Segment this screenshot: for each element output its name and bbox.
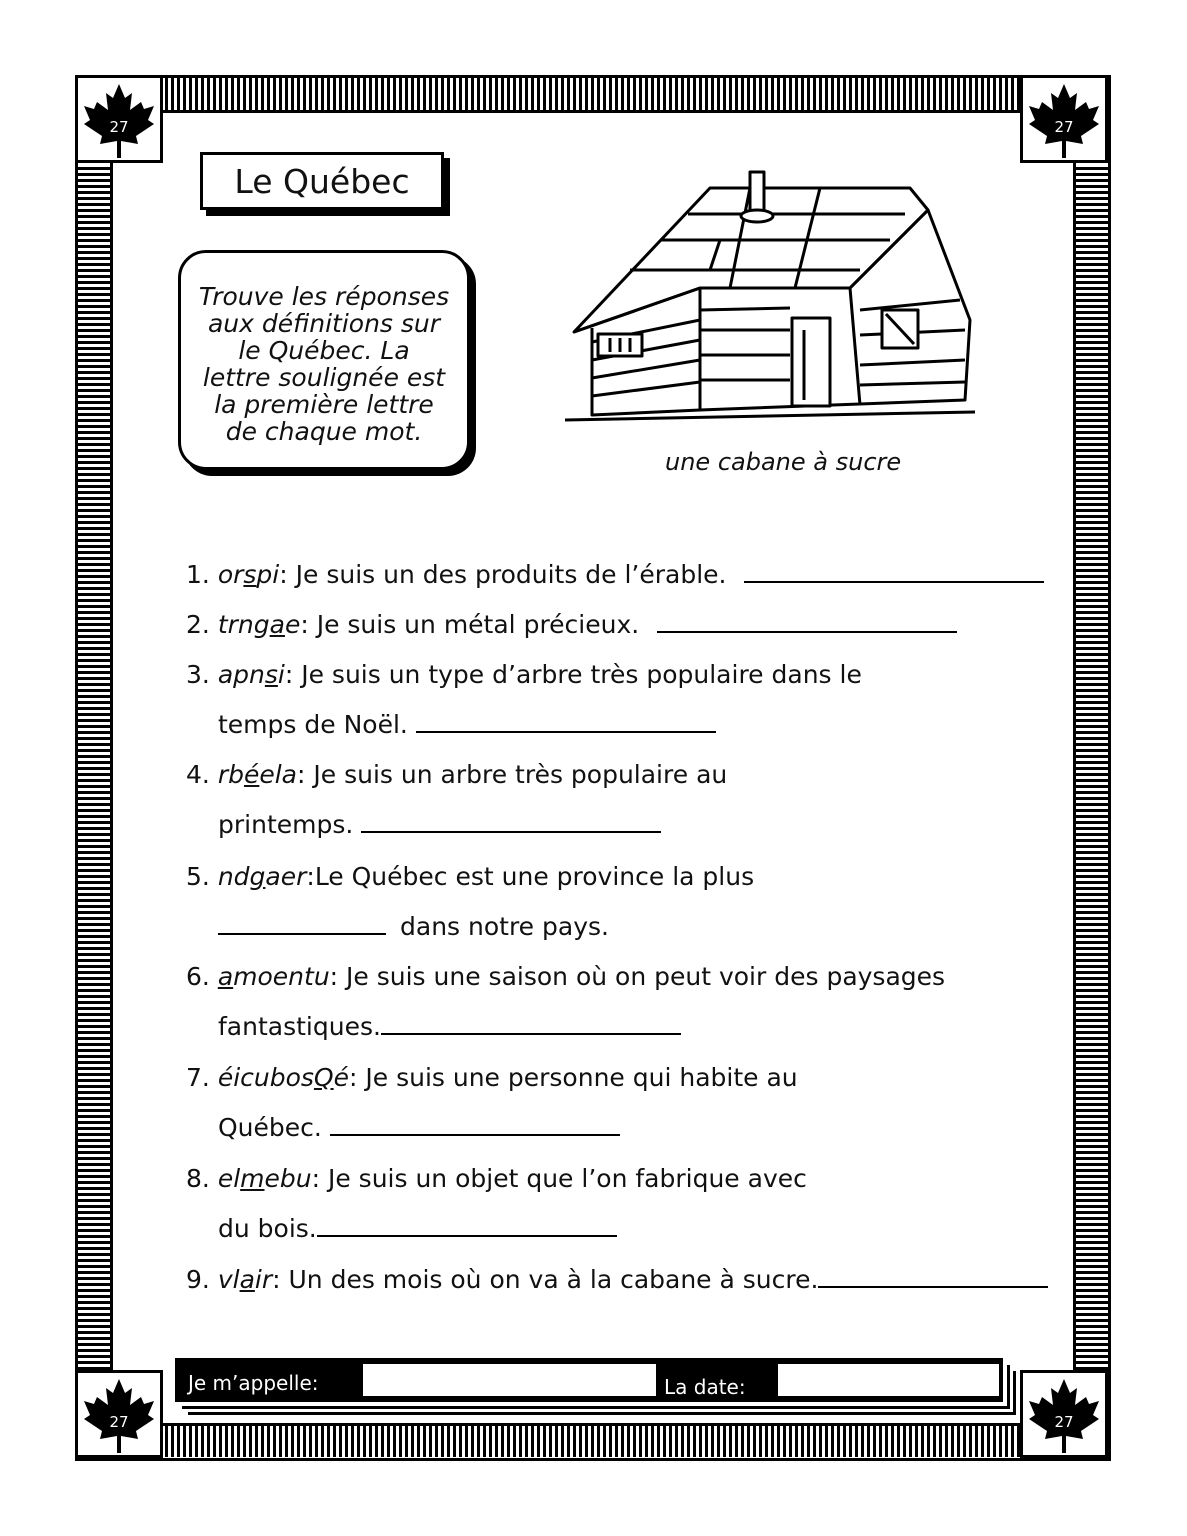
bottom-border-stripes <box>165 1425 1021 1457</box>
answer-line[interactable] <box>317 1234 617 1237</box>
question-6: 6. amoentu: Je suis une saison où on peut voir des paysages fantastiques. <box>186 962 946 1041</box>
sugar-shack-illustration <box>560 170 980 430</box>
instruction-line: de chaque mot. <box>225 417 423 446</box>
question-1: 1. orspi: Je suis un des produits de l’érable. <box>186 560 1044 589</box>
instruction-line: aux définitions sur <box>207 309 441 338</box>
instructions-box <box>178 250 470 470</box>
page-number: 27 <box>109 1413 129 1431</box>
instruction-line: Trouve les réponses <box>198 282 450 311</box>
question-4: 4. rbéela: Je suis un arbre très populaire au printemps. <box>186 760 728 839</box>
name-label: Je m’appelle: <box>188 1371 319 1395</box>
name-field[interactable] <box>363 1364 656 1396</box>
page-title: Le Québec <box>200 152 444 210</box>
page-number: 27 <box>1054 118 1074 136</box>
answer-line[interactable] <box>744 580 1044 583</box>
name-date-bar <box>175 1358 1003 1402</box>
instruction-line: le Québec. La <box>238 336 410 365</box>
question-8: 8. elmebu: Je suis un objet que l’on fabrique avec du bois. <box>186 1164 807 1243</box>
corner-top-left <box>75 75 163 163</box>
answer-line[interactable] <box>416 730 716 733</box>
answer-line[interactable] <box>657 630 957 633</box>
answer-line[interactable] <box>218 932 386 935</box>
date-label: La date: <box>664 1375 746 1399</box>
instruction-line: la première lettre <box>214 390 434 419</box>
corner-bottom-left <box>75 1370 163 1458</box>
question-5: 5. ndgaer:Le Québec est une province la plus dans notre pays. <box>186 862 755 941</box>
question-2: 2. trngae: Je suis un métal précieux. <box>186 610 957 639</box>
corner-top-right <box>1020 75 1108 163</box>
page-number: 27 <box>1054 1413 1074 1431</box>
illustration-caption: une cabane à sucre <box>665 448 902 476</box>
answer-line[interactable] <box>361 830 661 833</box>
question-7: 7. éicubosQé: Je suis une personne qui habite au Québec. <box>186 1063 798 1142</box>
question-9: 9. vlair: Un des mois où on va à la cabane à sucre. <box>186 1265 1048 1294</box>
right-border-stripes <box>1076 165 1108 1370</box>
date-field[interactable] <box>778 1364 999 1396</box>
question-3: 3. apnsi: Je suis un type d’arbre très populaire dans le temps de Noël. <box>186 660 862 739</box>
answer-line[interactable] <box>330 1133 620 1136</box>
answer-line[interactable] <box>818 1285 1048 1288</box>
corner-bottom-right <box>1020 1370 1108 1458</box>
page-number: 27 <box>109 118 129 136</box>
instruction-line: lettre soulignée est <box>202 363 446 392</box>
top-border-stripes <box>165 78 1021 110</box>
left-border-stripes <box>78 165 110 1370</box>
answer-line[interactable] <box>381 1032 681 1035</box>
